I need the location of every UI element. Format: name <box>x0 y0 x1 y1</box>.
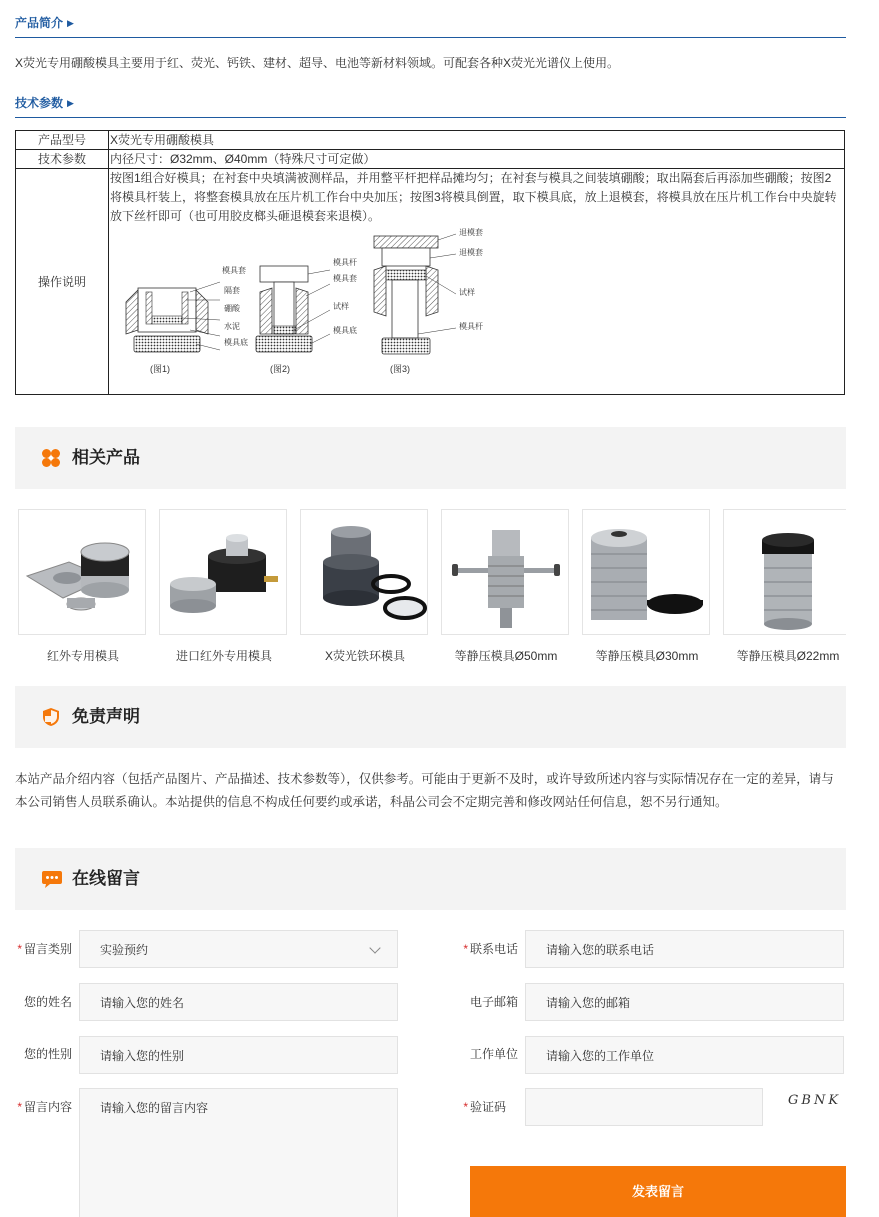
required-mark: * <box>17 942 22 956</box>
gender-label: 您的性别 <box>23 1047 72 1061</box>
fig3-label: 试样 <box>459 288 475 297</box>
figure-1 <box>126 282 220 352</box>
phone-label: * 联系电话 <box>463 942 518 956</box>
product-image[interactable] <box>300 509 428 635</box>
captcha-input[interactable] <box>525 1088 763 1126</box>
email-placeholder: 请输入您的邮箱 <box>546 996 631 1010</box>
chevron-down-icon <box>369 942 380 953</box>
product-card[interactable] <box>300 509 430 664</box>
param-key: 产品型号 <box>16 131 109 150</box>
mold-diagram-svg <box>120 230 500 390</box>
fig3-caption: (图3) <box>390 364 410 374</box>
company-placeholder: 请输入您的工作单位 <box>546 1049 655 1063</box>
company-label: 工作单位 <box>469 1047 518 1061</box>
param-key: 操作说明 <box>16 169 109 395</box>
intro-heading: 产品简介 <box>15 16 64 30</box>
fig1-label: 硼酸 <box>224 304 240 313</box>
fig2-caption: (图2) <box>270 364 290 374</box>
intro-section-header <box>15 15 846 38</box>
param-value: 内径尺寸：Ø32mm、Ø40mm（特殊尺寸可定做） <box>109 150 845 169</box>
fig1-label: 模具底 <box>224 338 248 347</box>
phone-input[interactable] <box>525 930 844 968</box>
fig3-label: 退模套 <box>459 248 483 257</box>
table-row <box>16 150 845 169</box>
fig2-label: 试样 <box>333 302 349 311</box>
fig2-label: 模具套 <box>333 274 357 283</box>
company-input[interactable] <box>525 1036 844 1074</box>
gender-input[interactable] <box>79 1036 398 1074</box>
content-label: * 留言内容 <box>17 1100 72 1114</box>
disclaimer-title: 免责声明 <box>72 707 140 726</box>
category-value: 实验预约 <box>100 943 149 957</box>
triangle-right-icon: ▶ <box>67 18 74 28</box>
email-input[interactable] <box>525 983 844 1021</box>
product-image[interactable] <box>159 509 287 635</box>
product-name[interactable]: X荧光铁环模具 <box>324 649 405 663</box>
chat-bubble-icon <box>41 869 63 889</box>
name-placeholder: 请输入您的姓名 <box>100 996 185 1010</box>
related-products-title: 相关产品 <box>72 448 140 467</box>
submit-message-button[interactable]: 发表留言 <box>470 1166 846 1217</box>
product-card[interactable] <box>18 509 148 664</box>
name-label: 您的姓名 <box>23 995 72 1009</box>
table-row <box>16 131 845 150</box>
figure-3 <box>374 234 456 354</box>
message-title: 在线留言 <box>72 869 140 888</box>
fig2-label: 模具底 <box>333 326 357 335</box>
params-section-header <box>15 95 846 118</box>
param-key: 技术参数 <box>16 150 109 169</box>
name-input[interactable] <box>79 983 398 1021</box>
required-mark: * <box>463 1100 468 1114</box>
related-products-bar <box>15 427 846 489</box>
table-row <box>16 169 845 395</box>
fig1-label: 隔套 <box>224 286 240 295</box>
product-card[interactable] <box>159 509 289 664</box>
operation-text: 按图1组合好模具；在衬套中央填满被测样品，并用整平杆把样品摊均匀；在衬套与模具之间装填硼酸；取出隔套后再添加些硼酸；按图2将模具杆装上，将整套模具放在压片机工作台中央加压；按图3将模具倒置，取下模具底，放上退模套，将模具放在压片机工作台中央旋转放下丝杆即可（也可用胶皮榔头砸退模套来退模）。 <box>110 171 837 223</box>
product-image[interactable] <box>441 509 569 635</box>
product-image[interactable] <box>723 509 846 635</box>
params-table <box>15 130 845 395</box>
param-value: X荧光专用硼酸模具 <box>109 131 845 150</box>
content-textarea[interactable] <box>79 1088 398 1217</box>
four-petal-icon <box>41 448 61 468</box>
mold-diagram <box>120 230 500 390</box>
related-products-list <box>15 509 846 669</box>
message-bar <box>15 848 846 910</box>
product-name[interactable]: 等静压模具Ø22mm <box>736 649 840 663</box>
product-image[interactable] <box>18 509 146 635</box>
product-name[interactable]: 红外专用模具 <box>46 649 119 663</box>
required-mark: * <box>463 942 468 956</box>
product-card[interactable] <box>723 509 846 664</box>
product-card[interactable] <box>441 509 571 664</box>
captcha-label: * 验证码 <box>463 1100 506 1114</box>
product-card[interactable] <box>582 509 712 664</box>
params-heading: 技术参数 <box>15 96 64 110</box>
disclaimer-bar <box>15 686 846 748</box>
shield-icon <box>41 707 61 727</box>
triangle-right-icon: ▶ <box>67 98 74 108</box>
captcha-image[interactable]: GBNK <box>788 1093 842 1108</box>
fig3-label: 模具杆 <box>459 322 483 331</box>
figure-2 <box>256 266 330 352</box>
category-label: * 留言类别 <box>17 942 72 956</box>
disclaimer-text: 本站产品介绍内容（包括产品图片、产品描述、技术参数等），仅供参考。可能由于更新不及时，或许导致所述内容与实际情况存在一定的差异，请与本公司销售人员联系确认。本站提供的信息不构成任何要约或承诺，科晶公司会不定期完善和修改网站任何信息，恕不另行通知。 <box>15 772 834 809</box>
fig1-caption: (图1) <box>150 364 170 374</box>
operation-cell <box>109 169 845 395</box>
phone-placeholder: 请输入您的联系电话 <box>546 943 655 957</box>
product-image[interactable] <box>582 509 710 635</box>
product-name[interactable]: 进口红外专用模具 <box>175 649 272 663</box>
content-placeholder: 请输入您的留言内容 <box>100 1101 209 1115</box>
fig2-label: 模具杆 <box>333 258 357 267</box>
email-label: 电子邮箱 <box>469 995 518 1009</box>
fig3-label: 退模套 <box>459 228 483 237</box>
product-name[interactable]: 等静压模具Ø30mm <box>595 649 699 663</box>
intro-text: X荧光专用硼酸模具主要用于红、荧光、钙铁、建材、超导、电池等新材料领域。可配套各种X荧光光谱仪上使用。 <box>15 56 620 70</box>
category-select[interactable] <box>79 930 398 968</box>
gender-placeholder: 请输入您的性别 <box>100 1049 185 1063</box>
fig1-label: 水泥 <box>224 322 240 331</box>
fig1-label: 模具套 <box>222 266 246 275</box>
product-name[interactable]: 等静压模具Ø50mm <box>454 649 558 663</box>
required-mark: * <box>17 1100 22 1114</box>
